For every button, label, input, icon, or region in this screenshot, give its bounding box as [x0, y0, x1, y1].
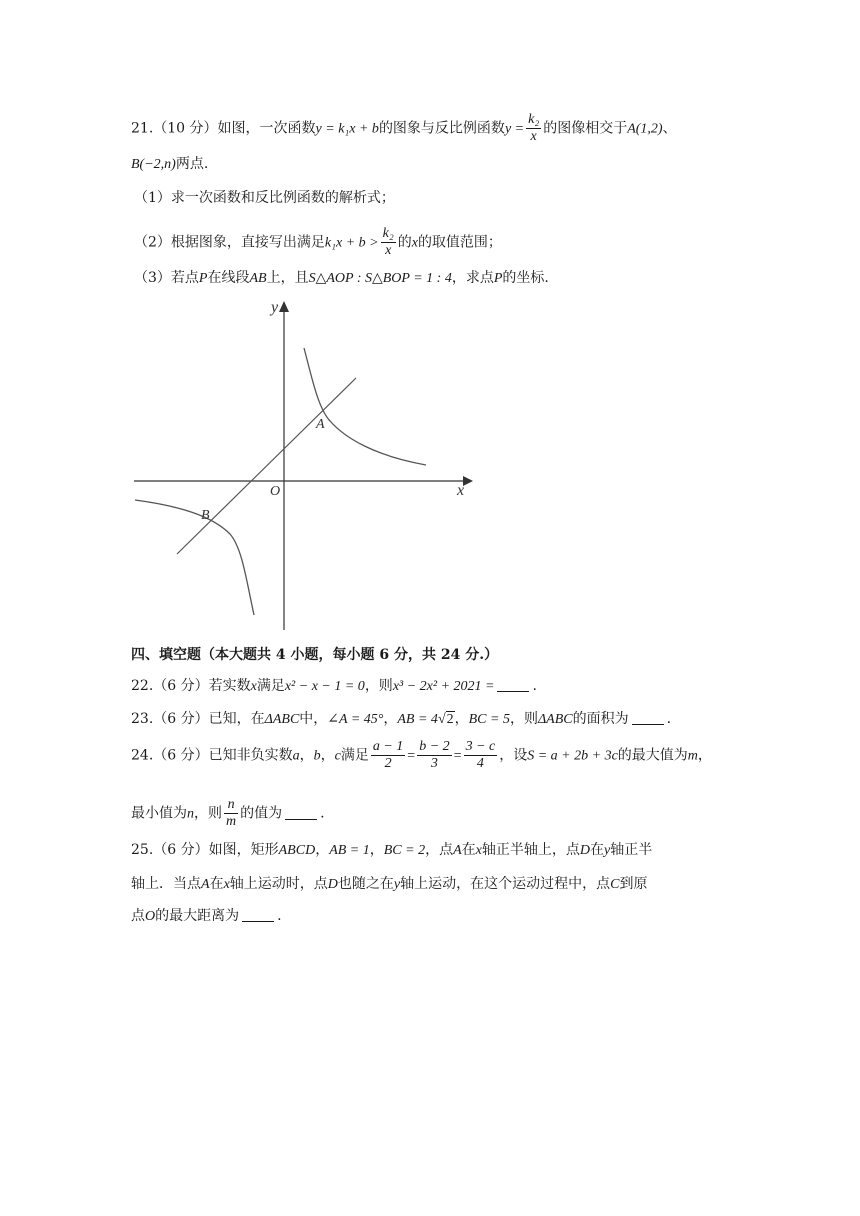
q22-answer-blank[interactable]	[497, 677, 529, 692]
q21-tail: 两点.	[175, 156, 209, 172]
q21-mid: 的图象与反比例函数	[378, 120, 505, 137]
q25-l1-c3: ，点	[425, 842, 454, 858]
q25-y-2: y	[393, 877, 401, 892]
sqrt-icon: √	[437, 712, 446, 727]
q24-mid2: ，设	[499, 747, 528, 764]
y-axis-arrow-icon	[279, 301, 289, 312]
q24-end: .	[320, 805, 325, 822]
q23-end: .	[666, 711, 672, 727]
q21-inverse-fraction	[526, 112, 541, 145]
q24-comma-1: ，	[299, 747, 314, 764]
q25-origin: O	[145, 909, 156, 924]
q24-equals-1: =	[407, 748, 416, 764]
q25-score: （6 分）	[153, 842, 209, 858]
q24-var-m: m	[687, 748, 698, 764]
q24-line2-pre: 最小值为	[131, 805, 187, 822]
q25-line-1	[131, 840, 652, 861]
hyperbola-branch-1	[304, 348, 426, 465]
q25-end: .	[277, 908, 282, 924]
q21-part2-numerator: k₂	[382, 226, 394, 241]
q25-l1-c2: ，	[369, 842, 384, 858]
q24-var-n: n	[187, 806, 194, 822]
q23-angle: ∠A = 45°	[327, 712, 384, 727]
q21-part3-mid: 在线段	[207, 270, 250, 286]
q23-triangle: ΔABC	[264, 712, 300, 727]
q21-part3-pre: （3）若点	[134, 270, 199, 286]
q24-fraction-1-denominator: 2	[384, 756, 392, 771]
q24-fraction-3	[464, 739, 498, 772]
q25-l1-m3: 在	[590, 842, 604, 858]
q21-part2-post: 的	[397, 234, 412, 251]
q22-pre: 若实数	[208, 678, 251, 694]
q23-triangle-2: ΔABC	[537, 712, 573, 727]
q21-number: 21.	[131, 120, 154, 137]
q24-fraction-2	[417, 739, 451, 772]
q21-part2-pre: （2）根据图象，直接写出满足	[134, 234, 325, 251]
origin-label: O	[270, 484, 281, 499]
q21-point-a: A(1,2)	[627, 121, 663, 137]
q21-part2-inequality: k₁x + b >	[324, 235, 379, 251]
q25-line-2	[131, 874, 647, 895]
q24-fraction-1	[371, 739, 405, 772]
q24-answer-blank[interactable]	[285, 805, 317, 820]
q21-part1-text: （1）求一次函数和反比例函数的解析式；	[134, 190, 395, 206]
q24-fraction-3-numerator: 3 − c	[465, 739, 496, 754]
q21-part2-end: 的取值范围；	[417, 234, 502, 251]
q25-l1-pre: 如图，矩形	[208, 842, 279, 858]
q21-inverse-lhs: y =	[504, 121, 525, 137]
q21-part3-ab: AB	[249, 271, 267, 286]
q22-number: 22.	[131, 678, 154, 694]
q24-pre: 已知非负实数	[208, 747, 293, 764]
q24-comma-2: ，	[320, 747, 335, 764]
q23-bc: BC = 5	[468, 712, 510, 727]
q24-line2-mid: ，则	[194, 805, 222, 822]
q25-l2-pre: 轴上．当点	[131, 876, 201, 892]
q25-x-2: x	[223, 877, 230, 892]
q21-part3-mid3: ，求点	[451, 270, 494, 286]
q25-number: 25.	[131, 842, 154, 858]
q21-part-1	[134, 188, 395, 208]
q25-point-a: A	[453, 843, 462, 858]
y-axis-label: y	[271, 299, 279, 316]
q22-equation: x² − x − 1 = 0	[284, 679, 365, 694]
q24-ratio-fraction	[224, 797, 238, 830]
q21-part-2	[134, 226, 502, 259]
q21-part2-var: x	[411, 235, 418, 251]
q21-graph	[130, 298, 475, 634]
q25-point-c: C	[610, 877, 620, 892]
q24-fraction-3-denominator: 4	[476, 756, 484, 771]
q22-mid: 满足	[256, 678, 285, 694]
q23-ab: AB = 4	[397, 712, 438, 727]
q23-answer-blank[interactable]	[632, 710, 664, 725]
q23-comma-2: ，	[454, 711, 469, 727]
section-4-heading-text: 四、填空题（本大题共 4 小题，每小题 6 分，共 24 分.）	[131, 647, 499, 663]
x-axis-label: x	[457, 482, 465, 499]
section-4-heading	[131, 645, 498, 665]
q21-part2-denominator: x	[385, 243, 392, 258]
q25-line-3	[131, 906, 282, 927]
q23-ab-radicand: 2	[446, 712, 454, 727]
q22-score: （6 分）	[153, 678, 209, 694]
q21-inverse-denominator: x	[530, 129, 537, 144]
q24-end-1: ，	[697, 747, 712, 764]
q23-pre: 已知，在	[208, 711, 265, 727]
q25-l2-m2: 轴上运动时，点	[229, 876, 328, 892]
q23-score: （6 分）	[153, 711, 209, 727]
q23-comma-1: ，	[383, 711, 398, 727]
q21-part3-end: 的坐标.	[502, 270, 549, 286]
q21-point-b: B(−2,n)	[131, 157, 176, 172]
q24-var-a: a	[292, 748, 300, 764]
q24-ratio-numerator: n	[224, 797, 238, 814]
q24-line2-mid2: 的值为	[240, 805, 283, 822]
q25-l1-m2: 轴正半轴上，点	[481, 842, 580, 858]
q21-part3-mid2: 上，且	[266, 270, 309, 286]
q22-mid2: ，则	[364, 678, 393, 694]
q21-linear-function: y = k₁x + b	[315, 121, 379, 137]
point-b-label: B	[201, 508, 210, 523]
q25-x: x	[475, 843, 482, 858]
q24-var-c: c	[334, 748, 341, 764]
q24-line-1	[131, 739, 712, 772]
q25-l2-m3: 也随之在	[337, 876, 394, 892]
q24-equals-2: =	[453, 748, 462, 764]
q25-l1-m1: 在	[461, 842, 476, 858]
q23-number: 23.	[131, 711, 154, 727]
q24-mid3: 的最大值为	[617, 747, 688, 764]
q25-answer-blank[interactable]	[242, 907, 274, 922]
q24-fraction-2-numerator: b − 2	[419, 739, 450, 754]
q24-var-b: b	[313, 748, 321, 764]
q25-bc: BC = 2	[383, 843, 426, 858]
q21-after: 的图像相交于	[543, 120, 628, 137]
q25-rect: ABCD	[278, 843, 316, 858]
linear-function-line	[177, 378, 356, 554]
q21-score: （10 分）	[153, 120, 218, 137]
point-a-label: A	[316, 417, 325, 432]
hyperbola-branch-3	[135, 500, 254, 615]
q21-intro: 如图，一次函数	[217, 120, 316, 137]
q25-l3-pre: 点	[131, 908, 145, 924]
q21-part3-p: P	[198, 271, 208, 286]
q25-point-a-2: A	[201, 877, 210, 892]
q23-mid3: 的面积为	[572, 711, 629, 727]
q22-var: x	[250, 679, 257, 694]
q23-mid: 中，	[299, 711, 328, 727]
q23-mid2: ，则	[509, 711, 538, 727]
q24-mid: 满足	[340, 747, 369, 764]
q21-line-1	[131, 112, 677, 145]
x-axis-arrow-icon	[463, 476, 473, 486]
q25-point-d-2: D	[327, 877, 338, 892]
q22-end: .	[532, 678, 537, 694]
q24-fraction-2-denominator: 3	[430, 756, 438, 771]
q25-l2-m1: 在	[209, 876, 224, 892]
q22	[131, 676, 537, 697]
q24-number: 24.	[131, 747, 154, 764]
q21-inverse-numerator: k₂	[528, 112, 540, 127]
q25-l2-m5: 到原	[619, 876, 648, 892]
q25-point-d: D	[579, 843, 590, 858]
q23	[131, 709, 671, 730]
q24-ratio-denominator: m	[226, 814, 237, 829]
q21-line-2	[131, 154, 208, 175]
q24-fraction-1-numerator: a − 1	[372, 739, 404, 754]
q21-part3-ratio: S△AOP : S△BOP = 1 : 4	[308, 271, 452, 286]
q21-part2-fraction	[381, 226, 396, 259]
q24-score: （6 分）	[153, 747, 209, 764]
q25-l1-c1: ，	[315, 842, 330, 858]
q25-ab: AB = 1	[329, 843, 370, 858]
q25-l1-m4: 轴正半	[610, 842, 653, 858]
q24-s-expression: S = a + 2b + 3c	[527, 748, 618, 764]
q21-part-3	[134, 268, 549, 289]
q25-l2-m4: 轴上运动，在这个运动过程中，点	[400, 876, 611, 892]
q21-part3-p2: P	[493, 271, 503, 286]
q21-separator: 、	[662, 120, 677, 137]
q25-y: y	[604, 843, 611, 858]
q25-l3-mid: 的最大距离为	[155, 908, 240, 924]
q24-line-2	[131, 797, 325, 830]
q22-expression: x³ − 2x² + 2021 =	[392, 679, 495, 694]
